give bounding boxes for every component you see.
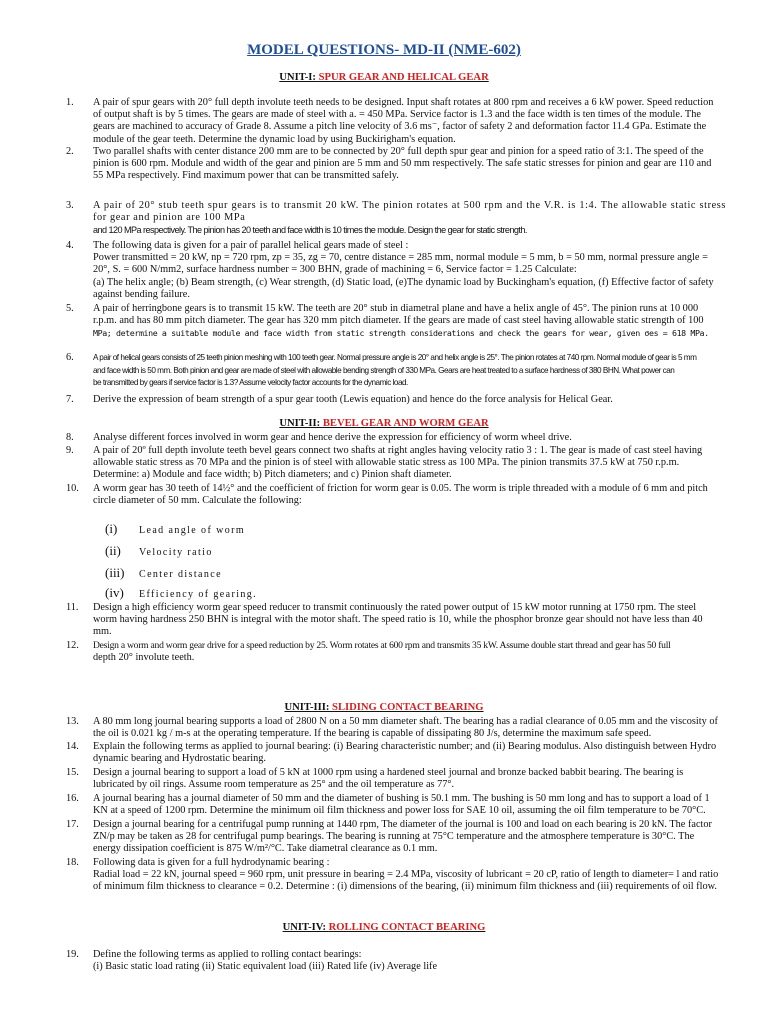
page-title: MODEL QUESTIONS- MD-II (NME-602) (247, 42, 521, 58)
unit-heading-3: UNIT-III: SLIDING CONTACT BEARING (284, 702, 484, 713)
subitem-3: (iii) Center distance (105, 565, 222, 580)
subitem-2: (ii) Velocity ratio (105, 543, 213, 558)
document-page: MODEL QUESTIONS- MD-II (NME-602) UNIT-I: SPUR GEAR AND HELICAL GEAR 1. A pair of spur gears with 20° full depth involute teeth needs to be designed. Input shaft rotates at 800 rpm and receives a 6 kW power. Speed reduction of output shaft is by 5 times. The gears are made of steel with a. = 450 MPa. Service factor is 1.3 and the face width is ten times of the module. The gears are machined to accuracy of Grade 8. Assume a pitch line velocity of 3.6 ms⁻, factor of safety 2 and deformation factor 11.4 GPa. Estimate the module of the gear teeth. Determine the dynamic load by using Buckirigham's equation. 2. Two parallel shafts with center distance 200 mm are to be connected by 20° full depth spur gear and pinion for a speed ratio of 3:1. The speed of the pinion is 600 rpm. Module and width of the gear and pinion are 5 mm and 50 mm respectively. The safe static stresses for pinion and gear are 110 and 55 MPa respectively. Find maximum power that can be transmitted safely. 3. A pair of 20° stub teeth spur gears is to transmit 20 kW. The pinion rotates at 500 rpm and the V.R. is 1:4. The allowable static stress for gear and pinion are 100 MPa and 120 MPa respectively. The pinion has 20 teeth and face width is 10 times the module. Design the gear for static strength. 4. The following data is given for a pair of parallel helical gears made of steel : Power transmitted = 20 kW, np = 720 rpm, zp = 35, zg = 70, centre distance = 285 mm, normal module = 5 mm, b = 50 mm, normal pressure angle = 20°, S. = 600 N/mm2, surface hardness number = 300 BHN, grade of machining = 6, Service factor = 1.25 Calculate: (a) The helix angle; (b) Beam strength, (c) Wear strength, (d) Static load, (e)The dynamic load by Buckingham's equation, (f) Effective factor of safety against bending failure. 5. A pair of herringbone gears is to transmit 15 kW. The teeth are 20° stub in diametral plane and have a helix angle of 45°. The pinion runs at 10 000 r.p.m. and has 80 mm pitch diameter. The gear has 320 mm pitch diameter. If the gears are made of cast steel having allowable static strength of 100 MPa; determine a suitable module and face width from static strength considerations and check the gears for wear, given σes = 618 MPa. 6. A pair of helical gears consists of 25 teeth pinion meshing with 100 teeth gear. Normal pressure angle is 20° and helix angle is 25°. The pinion rotates at 740 rpm. Normal module of gear is 5 mm and face width is 50 mm. Both pinion and gear are made of steel with allowable bending strength of 330 MPa. Gears are heat treated to a surface hardness of 380 BHN. What power can be transmitted by gears if service factor is 1.3? Assume velocity factor accounts for the dynamic load. 7. Derive the expression of beam strength of a spur gear tooth (Lewis equation) and hence do the force analysis for Helical Gear. UNIT-II: BEVEL GEAR AND WORM GEAR 8. Analyse different forces involved in worm gear and hence derive the expression for efficiency of worm wheel drive. 9. A pair of 20º full depth involute teeth bevel gears connect two shafts at right angles having velocity ratio 3 : 1. The gear is made of cast steel having allowable static stress as 70 MPa and the pinion is of steel with allowable static stress as 100 MPa. The pinion transmits 37.5 kW at 750 r.p.m. Determine: a) Module and face width; b) Pitch diameters; and c) Pinion shaft diameter. 10. A worm gear has 30 teeth of 14½° and the coefficient of friction for worm gear is 0.05. The worm is triple threaded with a module of 6 mm and pitch circle diameter of 50 mm. Calculate the following: (i) Lead angle of worm (ii) Velocity ratio (iii) Center distance (iv) Efficiency of gearing. 11. Design a high efficiency worm gear speed reducer to transmit continuously the rated power output of 15 kW motor running at 1750 rpm. The steel worm having hardness 250 BHN is integral with the motor shaft. The speed ratio is 10, while the phosphor bronze gear should not have less than 40 mm. 12. Design a worm and worm gear drive for a speed reduction by 25. Worm rotates at 600 rpm and transmits 35 kW. Assume double start thread and gear has 50 full depth 20° involute teeth. UNIT-III: SLIDING CONTACT BEARING 13. A 80 mm long journal bearing supports a load of 2800 N on a 50 mm diameter shaft. The bearing has a radial clearance of 0.05 mm and the viscosity of the oil is 0.021 kg / m-s at the operating temperature. If the bearing is capable of dissipating 80 J/s, determine the maximum safe speed. 14. Explain the following terms as applied to journal bearing: (i) Bearing characteristic number; and (ii) Bearing modulus. Also distinguish between Hydro dynamic bearing and Hydrostatic bearing. 15. Design a journal bearing to support a load of 5 kN at 1000 rpm using a hardened steel journal and bronze backed babbit bearing. The bearing is lubricated by oil rings. Assume room temperature as 25° and the oil temperature as 77°. 16. A journal bearing has a journal diameter of 50 mm and the diameter of bushing is 50.1 mm. The bushing is 50 mm long and has to support a load of 1 KN at a speed of 1200 rpm. Determine the minimum oil film thickness and power loss for SAE 10 oil, assuming the oil film temperature to be 70°C. 17. Design a journal bearing for a centrifugal pump running at 1440 rpm, The diameter of the journal is 100 and load on each bearing is 20 kN. The factor ZN/p may be taken as 28 for centrifugal pump bearings. The bearing is running at 75°C temperature and the atmosphere temperature is 30°C. The energy dissipation coefficient is 875 W/m²/°C. Take diametral clearance as 0.1 mm. 18. Following data is given for a full hydrodynamic bearing : Radial load = 22 kN, journal speed = 960 rpm, unit pressure in bearing = 2.4 MPa, viscosity of lubricant = 20 cP, ratio of length to diameter= l and ratio of minimum film thickness to clearance = 0.2. Determine : (i) dimensions of the bearing, (ii) minimum film thickness and (iii) requirements of oil flow. UNIT-IV: ROLLING CONTACT BEARING 19. Define the following terms as applied to rolling contact bearings: (i) Basic static load rating (ii) Static equivalent load (iii) Rated life (iv) Average life (0, 0, 768, 1024)
unit-heading-1: UNIT-I: SPUR GEAR AND HELICAL GEAR (279, 72, 489, 83)
unit-heading-2: UNIT-II: BEVEL GEAR AND WORM GEAR (279, 418, 489, 429)
subitem-1: (i) Lead angle of worm (105, 521, 246, 536)
subitem-4: (iv) Efficiency of gearing. (105, 585, 258, 600)
unit-heading-4: UNIT-IV: ROLLING CONTACT BEARING (282, 922, 486, 933)
